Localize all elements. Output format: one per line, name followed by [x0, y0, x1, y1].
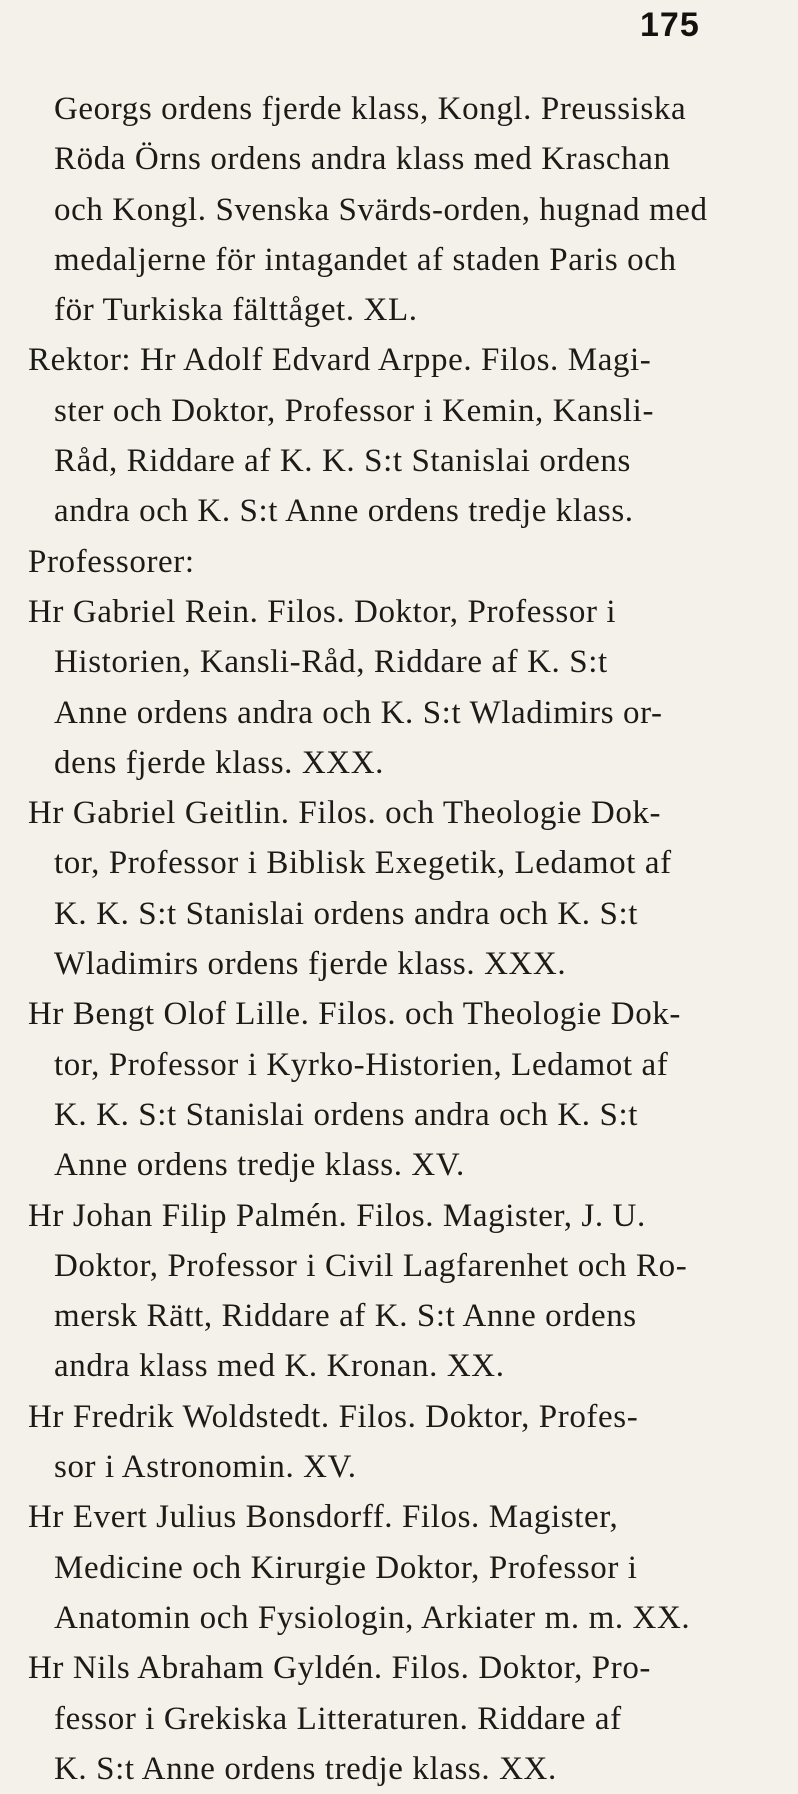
text-line: K. K. S:t Stanislai ordens andra och K. S:t	[54, 895, 638, 932]
text-line: Råd, Riddare af K. K. S:t Stanislai ordens	[54, 443, 631, 480]
text-line: Hr Bengt Olof Lille. Filos. och Theologie Dok-	[28, 996, 681, 1033]
text-line: Anne ordens andra och K. S:t Wladimirs or-	[54, 694, 663, 731]
text-line: och Kongl. Svenska Svärds-orden, hugnad med	[54, 191, 708, 228]
text-line: för Turkiska fälttåget. XL.	[54, 292, 418, 329]
text-line: fessor i Grekiska Litteraturen. Riddare af	[54, 1700, 622, 1737]
text-line: andra och K. S:t Anne ordens tredje klass.	[54, 493, 634, 530]
text-line: Hr Gabriel Geitlin. Filos. och Theologie Dok-	[28, 795, 662, 832]
text-line: K. K. S:t Stanislai ordens andra och K. S:t	[54, 1096, 638, 1133]
text-line: Professorer:	[28, 543, 195, 580]
text-line: dens fjerde klass. XXX.	[54, 744, 384, 781]
text-line: sor i Astronomin. XV.	[54, 1449, 357, 1486]
text-line: Hr Evert Julius Bonsdorff. Filos. Magister,	[28, 1499, 619, 1536]
text-line: medaljerne för intagandet af staden Paris och	[54, 241, 677, 278]
text-line: andra klass med K. Kronan. XX.	[54, 1348, 505, 1385]
text-line: ster och Doktor, Professor i Kemin, Kansli-	[54, 392, 655, 429]
text-line: tor, Professor i Kyrko-Historien, Ledamot af	[54, 1046, 669, 1083]
text-line: Hr Johan Filip Palmén. Filos. Magister, J. U.	[28, 1197, 646, 1234]
text-line: Medicine och Kirurgie Doktor, Professor i	[54, 1549, 638, 1586]
text-line: Anatomin och Fysiologin, Arkiater m. m. XX.	[54, 1599, 691, 1636]
text-line: Wladimirs ordens fjerde klass. XXX.	[54, 946, 567, 983]
document-body	[28, 84, 776, 1794]
text-line: Hr Fredrik Woldstedt. Filos. Doktor, Profes-	[28, 1398, 639, 1435]
text-line: K. S:t Anne ordens tredje klass. XX.	[54, 1750, 557, 1787]
text-line: mersk Rätt, Riddare af K. S:t Anne ordens	[54, 1298, 637, 1335]
text-line: tor, Professor i Biblisk Exegetik, Ledamot af	[54, 845, 672, 882]
text-line: Anne ordens tredje klass. XV.	[54, 1147, 465, 1184]
text-line: Rektor: Hr Adolf Edvard Arppe. Filos. Magi-	[28, 342, 652, 379]
page-number: 175	[640, 6, 700, 44]
text-line: Röda Örns ordens andra klass med Kraschan	[54, 141, 671, 178]
text-line: Hr Nils Abraham Gyldén. Filos. Doktor, Pro-	[28, 1650, 652, 1687]
text-line: Georgs ordens fjerde klass, Kongl. Preussiska	[54, 91, 687, 127]
text-line: Doktor, Professor i Civil Lagfarenhet och Ro-	[54, 1247, 688, 1284]
text-line: Historien, Kansli-Råd, Riddare af K. S:t	[54, 644, 608, 681]
text-line: Hr Gabriel Rein. Filos. Doktor, Professor i	[28, 593, 617, 630]
